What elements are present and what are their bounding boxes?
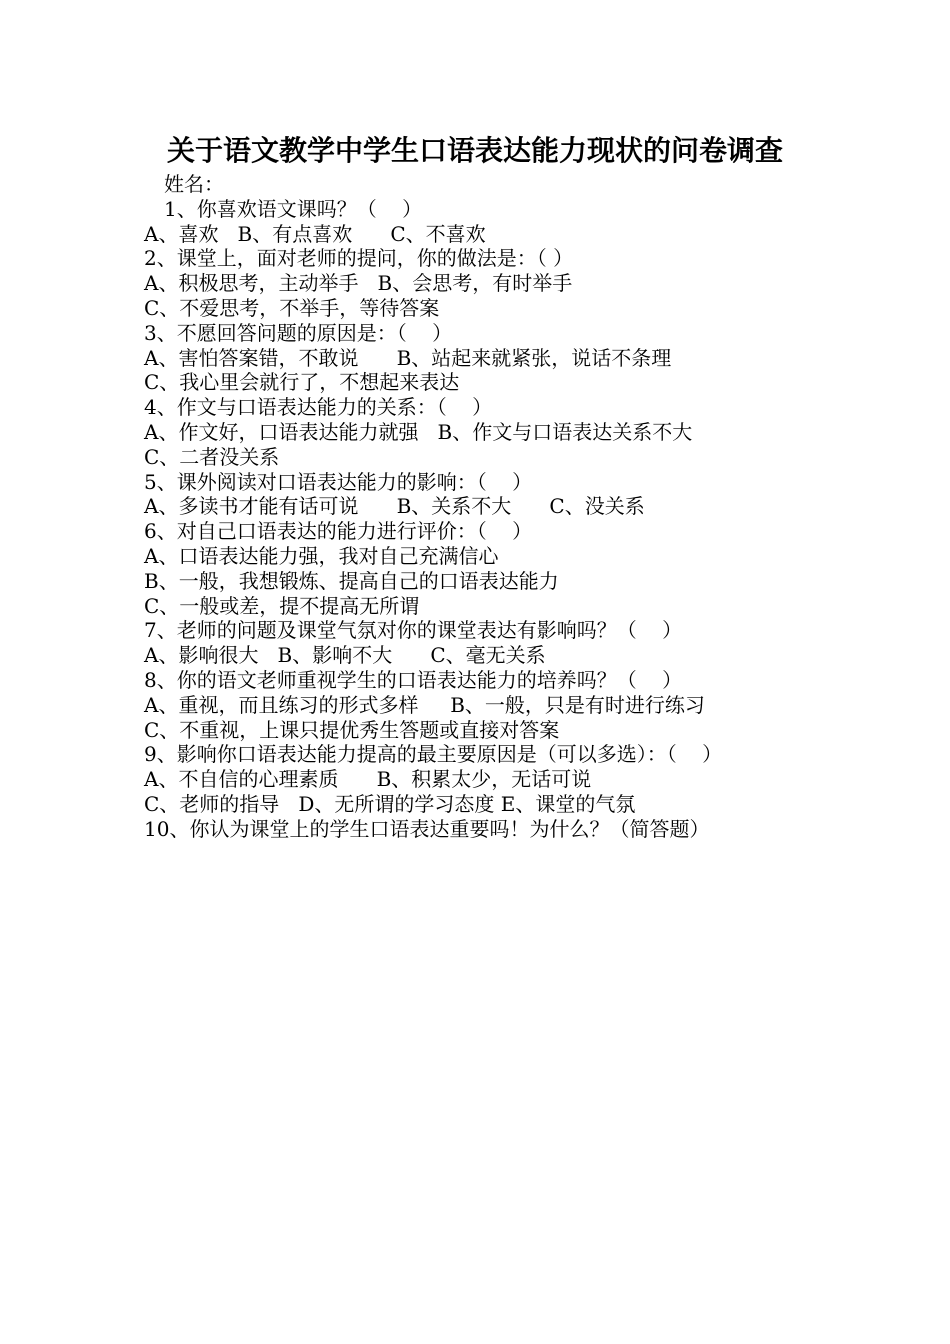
questionnaire-line: 1、你喜欢语文课吗？（ ） [164, 196, 423, 221]
questionnaire-line: 10、你认为课堂上的学生口语表达重要吗！为什么？（简答题） [144, 816, 710, 841]
questionnaire-line: C、老师的指导 D、无所谓的学习态度 E、课堂的气氛 [144, 791, 636, 816]
questionnaire-line: A、口语表达能力强，我对自己充满信心 [144, 543, 499, 568]
questionnaire-line: A、不自信的心理素质 B、积累太少，无话可说 [144, 767, 592, 792]
questionnaire-line: C、一般或差，提不提高无所谓 [144, 593, 420, 618]
name-field-label: 姓名： [164, 172, 224, 196]
questionnaire-line: 5、课外阅读对口语表达能力的影响：（ ） [144, 469, 533, 494]
questionnaire-line: 4、作文与口语表达能力的关系：（ ） [144, 395, 493, 420]
questionnaire-line: C、二者没关系 [144, 444, 280, 469]
document-title: 关于语文教学中学生口语表达能力现状的问卷调查 [166, 134, 783, 167]
questionnaire-line: 7、老师的问题及课堂气氛对你的课堂表达有影响吗？（ ） [144, 618, 683, 643]
questionnaire-line: A、影响很大 B、影响不大 C、毫无关系 [144, 643, 546, 668]
questionnaire-body [144, 172, 844, 842]
questionnaire-line: 3、不愿回答问题的原因是：（ ） [144, 320, 453, 345]
questionnaire-line: 6、对自己口语表达的能力进行评价：（ ） [144, 519, 533, 544]
questionnaire-line: A、重视，而且练习的形式多样 B、一般，只是有时进行练习 [144, 692, 705, 717]
questionnaire-line: C、不重视，上课只提优秀生答题或直接对答案 [144, 717, 560, 742]
questionnaire-line: 2、课堂上，面对老师的提问，你的做法是：（ ） [144, 246, 574, 271]
questionnaire-line: 8、你的语文老师重视学生的口语表达能力的培养吗？（ ） [144, 667, 683, 692]
questionnaire-line: C、不爱思考，不举手，等待答案 [144, 295, 440, 320]
questionnaire-line: A、害怕答案错，不敢说 B、站起来就紧张，说话不条理 [144, 345, 672, 370]
questionnaire-line: 9、影响你口语表达能力提高的最主要原因是（可以多选）：（ ） [144, 742, 723, 767]
questionnaire-line: A、多读书才能有话可说 B、关系不大 C、没关系 [144, 494, 645, 519]
questionnaire-line: B、一般，我想锻炼、提高自己的口语表达能力 [144, 568, 559, 593]
questionnaire-line: A、喜欢 B、有点喜欢 C、不喜欢 [144, 221, 486, 246]
questionnaire-line: A、作文好，口语表达能力就强 B、作文与口语表达关系不大 [144, 419, 693, 444]
questionnaire-line: A、积极思考，主动举手 B、会思考，有时举手 [144, 271, 573, 296]
questionnaire-line: C、我心里会就行了，不想起来表达 [144, 370, 460, 395]
